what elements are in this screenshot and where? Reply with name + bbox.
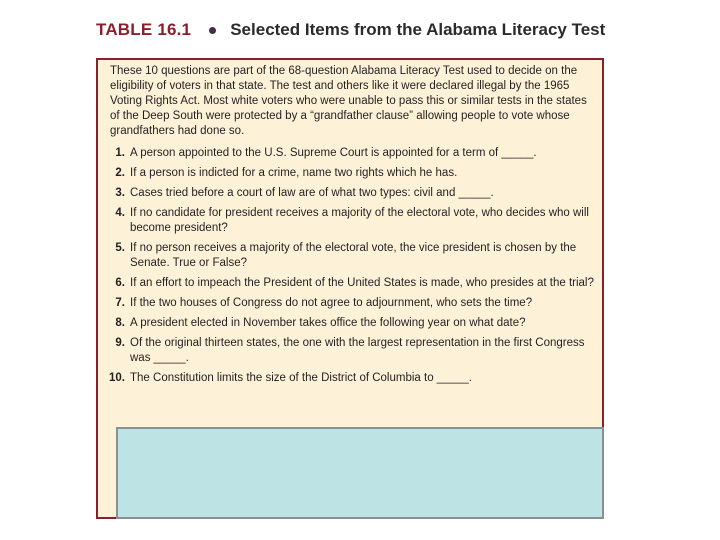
question-number: 3.	[115, 187, 125, 199]
question-item	[108, 206, 594, 236]
question-number: 7.	[115, 297, 125, 309]
question-text: A person appointed to the U.S. Supreme Court is appointed for a term of _____.	[130, 147, 537, 159]
question-item	[108, 166, 594, 181]
question-item	[108, 296, 594, 311]
question-number: 9.	[115, 337, 125, 349]
question-item	[108, 336, 594, 366]
question-number: 2.	[115, 167, 125, 179]
table-header	[96, 20, 605, 40]
question-number: 8.	[115, 317, 125, 329]
question-number: 1.	[115, 147, 125, 159]
question-item	[108, 371, 594, 386]
question-number: 4.	[115, 207, 125, 219]
question-number: 10.	[109, 372, 125, 384]
question-text: Of the original thirteen states, the one with the largest representation in the first Congress was _____.	[130, 337, 585, 364]
bullet-dot-icon	[209, 27, 216, 34]
question-text: If no person receives a majority of the electoral vote, the vice president is chosen by the Senate. True or False?	[130, 242, 577, 269]
intro-paragraph: These 10 questions are part of the 68-question Alabama Literacy Test used to decide on the eligibility of voters in that state. The test and others like it were declared illegal by the 1965 Voting Rights Act. Most white voters who were unable to pass this or similar tests in the states of the Deep South were protected by a “grandfather clause” allowing people to vote whose grandfathers had done so.	[110, 65, 587, 137]
table-box	[96, 58, 604, 519]
overlay-panel	[116, 427, 604, 519]
question-list	[108, 146, 594, 391]
question-text: Cases tried before a court of law are of what two types: civil and _____.	[130, 187, 494, 199]
question-text: A president elected in November takes office the following year on what date?	[130, 317, 526, 329]
question-text: If the two houses of Congress do not agree to adjournment, who sets the time?	[130, 297, 533, 309]
question-text: The Constitution limits the size of the District of Columbia to _____.	[130, 372, 472, 384]
question-item	[108, 276, 594, 291]
question-item	[108, 186, 594, 201]
question-number: 6.	[115, 277, 125, 289]
table-title: Selected Items from the Alabama Literacy Test	[230, 20, 606, 39]
question-item	[108, 241, 594, 271]
question-text: If an effort to impeach the President of the United States is made, who presides at the trial?	[130, 277, 594, 289]
table-label: TABLE 16.1	[96, 20, 192, 39]
question-text: If a person is indicted for a crime, name two rights which he has.	[130, 167, 458, 179]
question-text: If no candidate for president receives a majority of the electoral vote, who decides who will become president?	[130, 207, 589, 234]
question-number: 5.	[115, 242, 125, 254]
question-item	[108, 316, 594, 331]
question-item	[108, 146, 594, 161]
